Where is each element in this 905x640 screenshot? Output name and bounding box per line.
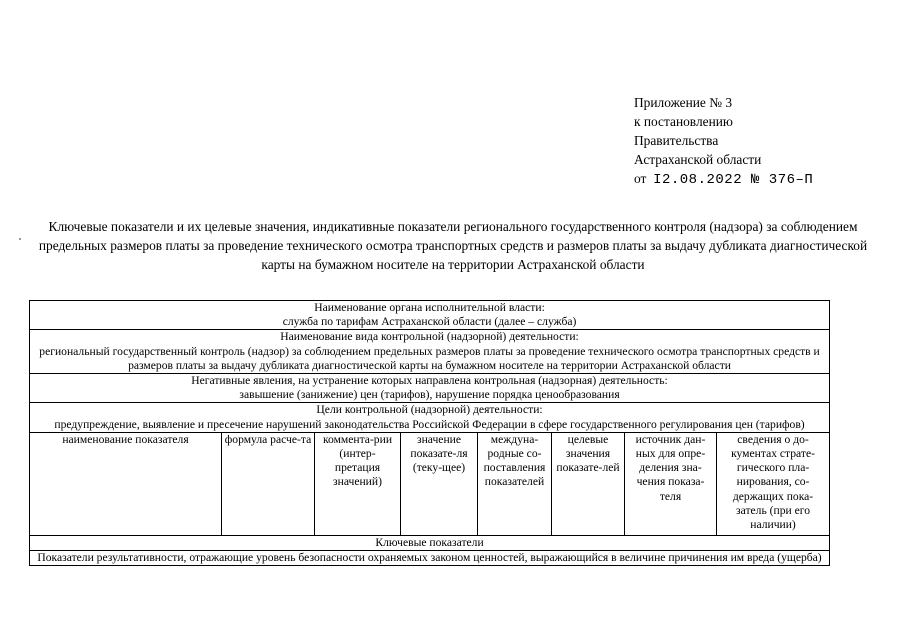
appendix-line-1: Приложение № 3 (634, 95, 733, 110)
key-indicators-label: Ключевые показатели (30, 535, 830, 550)
date-value: I2.08.2022 № 376–П (653, 172, 814, 188)
activity-row (30, 330, 830, 374)
column-header: коммента-рии (интер-претация значений) (315, 432, 401, 535)
negative-heading: Негативные явления, на устранение которых направлена контрольная (надзорная) деятельность: (191, 374, 668, 388)
appendix-date-line (634, 169, 813, 190)
column-header: целевые значения показате-лей (552, 432, 625, 535)
goals-heading: Цели контрольной (надзорной) деятельности: (316, 403, 543, 417)
column-header: наименование показателя (30, 432, 222, 535)
negative-value: завышение (занижение) цен (тарифов), нарушение порядка ценообразования (239, 388, 620, 402)
date-prefix: от (634, 171, 647, 186)
activity-value: региональный государственный контроль (надзор) за соблюдением предельных размеров платы за проведение технического осмотра транспортных средств и размеров платы за выдачу дубликата диагностической карты на бумажном носителе на территории Астраханской области (39, 344, 820, 372)
authority-row (30, 301, 830, 330)
scan-speck (19, 238, 21, 240)
column-header: формула расче-та (222, 432, 315, 535)
document-title: Ключевые показатели и их целевые значения, индикативные показатели регионального государственного контроля (надзора) за соблюдением предельных размеров платы за проведение технического осмотра транспортных средств и размеров платы за выдачу дубликата диагностической карты на бумажном носителе на территории Астраханской области (38, 219, 868, 272)
column-header: источник дан-ных для опре-деления зна-чения показа-теля (625, 432, 717, 535)
column-header: сведения о до-кументах страте-гического пла-нирования, со-держащих пока-затель (при его наличии) (717, 432, 830, 535)
performance-label: Показатели результативности, отражающие уровень безопасности охраняемых законом ценностей, выражающийся в величине причинения им вреда (ущерба) (30, 551, 830, 566)
appendix-line-4: Астраханской области (634, 152, 762, 167)
appendix-line-3: Правительства (634, 133, 719, 148)
column-header-row (30, 432, 830, 535)
performance-row (30, 551, 830, 566)
goals-value: предупреждение, выявление и пресечение нарушений законодательства Российской Федерации в сфере государственного регулирования цен (тарифов) (54, 417, 805, 431)
indicators-table (29, 300, 830, 566)
column-header: междуна-родные со-поставления показателей (478, 432, 552, 535)
authority-heading: Наименование органа исполнительной власти: (314, 301, 545, 314)
key-indicators-row (30, 535, 830, 550)
appendix-line-2: к постановлению (634, 114, 733, 129)
appendix-block (634, 93, 813, 190)
authority-value: служба по тарифам Астраханской области (далее – служба) (282, 315, 577, 329)
negative-row (30, 374, 830, 403)
activity-heading: Наименование вида контрольной (надзорной) деятельности: (280, 330, 579, 344)
column-header: значение показате-ля (теку-щее) (401, 432, 478, 535)
goals-row (30, 403, 830, 432)
